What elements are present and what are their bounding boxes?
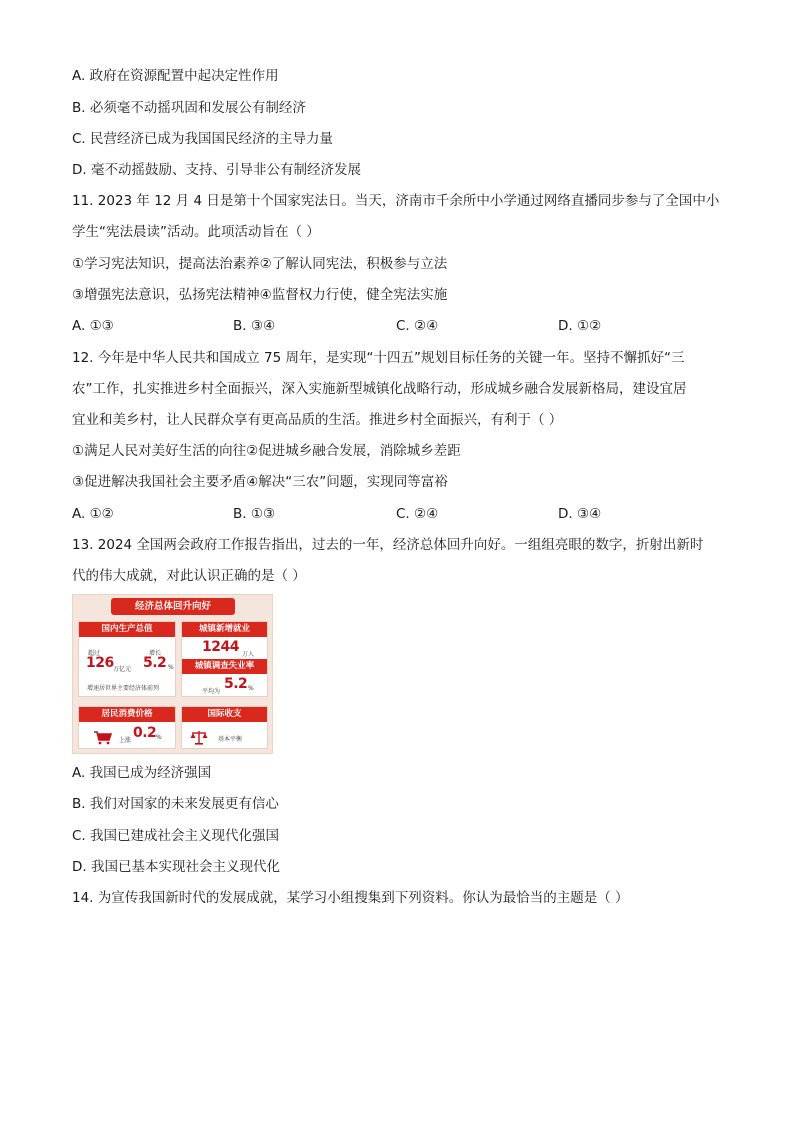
gdp-exceed-label: 超过 — [88, 650, 101, 657]
gdp-card-title: 国内生产总值 — [79, 622, 175, 637]
q13-option-d: D. 我国已基本实现社会主义现代化 — [72, 859, 280, 875]
q12-stem-line2: 农”工作，扎实推进乡村全面振兴，深入实施新型城镇化战略行动，形成城乡融合发展新格局，建设宜居 — [72, 381, 687, 397]
q13-option-a: A. 我国已成为经济强国 — [72, 765, 212, 781]
q12-option-a: A. ①② — [72, 506, 114, 522]
q11-item-2: ③增强宪法意识，弘扬宪法精神④监督权力行使，健全宪法实施 — [72, 287, 448, 303]
gdp-amount: 126 — [86, 655, 114, 671]
q12-option-d: D. ③④ — [558, 506, 602, 522]
q12-item-2: ③促进解决我国社会主要矛盾④解决“三农”问题，实现同等富裕 — [72, 474, 448, 490]
q10-option-d: D. 毫不动摇鼓励、支持、引导非公有制经济发展 — [72, 162, 361, 178]
trade-label: 基本平衡 — [218, 736, 243, 743]
q10-option-a: A. 政府在资源配置中起决定性作用 — [72, 68, 279, 84]
infographic-title: 经济总体回升向好 — [111, 598, 235, 615]
q13-option-b: B. 我们对国家的未来发展更有信心 — [72, 796, 279, 812]
gdp-growth-label: 增长 — [149, 650, 162, 657]
q12-stem-line3: 宜业和美乡村，让人民群众享有更高品质的生活。推进乡村全面振兴，有利于（ ） — [72, 412, 563, 428]
jobs-unit: 万人 — [242, 651, 255, 658]
trade-card-title: 国际收支 — [182, 707, 267, 722]
unemployment-label: 平均为 — [202, 688, 221, 695]
cpi-label: 上涨 — [119, 737, 132, 744]
q13-stem-line1: 13. 2024 全国两会政府工作报告指出，过去的一年，经济总体回升向好。一组组亮眼的数字，折射出新时 — [72, 537, 704, 553]
q11-option-b: B. ③④ — [233, 318, 276, 334]
balance-scale-icon — [190, 729, 208, 745]
unemployment-value: 5.2 — [224, 676, 248, 692]
q10-option-c: C. 民营经济已成为我国国民经济的主导力量 — [72, 131, 334, 147]
q11-option-d: D. ①② — [558, 318, 602, 334]
cpi-unit: % — [156, 734, 162, 741]
unemployment-title: 城镇调查失业率 — [182, 659, 267, 674]
q11-stem-line2: 学生“宪法晨读”活动。此项活动旨在（ ） — [72, 224, 320, 240]
q11-options — [72, 316, 732, 336]
q11-item-1: ①学习宪法知识，提高法治素养②了解认同宪法，积极参与立法 — [72, 256, 448, 272]
q12-options — [72, 504, 732, 524]
q13-stem-line2: 代的伟大成就，对此认识正确的是（ ） — [72, 568, 306, 584]
jobs-amount: 1244 — [202, 639, 239, 655]
q11-option-c: C. ②④ — [396, 318, 439, 334]
economy-infographic — [72, 594, 273, 754]
cpi-value: 0.2 — [133, 725, 157, 741]
q12-stem-line1: 12. 今年是中华人民共和国成立 75 周年，是实现“十四五”规划目标任务的关键一年。坚持不懈抓好“三 — [72, 350, 685, 366]
q13-option-c: C. 我国已建成社会主义现代化强国 — [72, 828, 280, 844]
gdp-amount-unit: 万亿元 — [113, 666, 132, 673]
q12-item-1: ①满足人民对美好生活的向往②促进城乡融合发展，消除城乡差距 — [72, 443, 461, 459]
q12-option-c: C. ②④ — [396, 506, 439, 522]
q11-option-a: A. ①③ — [72, 318, 114, 334]
gdp-card — [78, 621, 176, 697]
q11-stem-line1: 11. 2023 年 12 月 4 日是第十个国家宪法日。当天，济南市千余所中小学通过网络直播同步参与了全国中小 — [72, 193, 720, 209]
jobs-card-title: 城镇新增就业 — [182, 622, 267, 637]
jobs-card — [181, 621, 268, 697]
gdp-growth-value: 5.2 — [143, 655, 167, 671]
unemployment-unit: % — [248, 685, 254, 692]
q12-option-b: B. ①③ — [233, 506, 276, 522]
gdp-note: 增速居世界主要经济体前列 — [87, 685, 160, 692]
q14-stem-line1: 14. 为宣传我国新时代的发展成就，某学习小组搜集到下列资料。你认为最恰当的主题是（ ） — [72, 890, 629, 906]
cpi-card-title: 居民消费价格 — [79, 707, 175, 722]
q10-option-b: B. 必须毫不动摇巩固和发展公有制经济 — [72, 100, 306, 116]
gdp-growth-unit: % — [168, 664, 174, 671]
shopping-cart-icon — [93, 731, 113, 745]
